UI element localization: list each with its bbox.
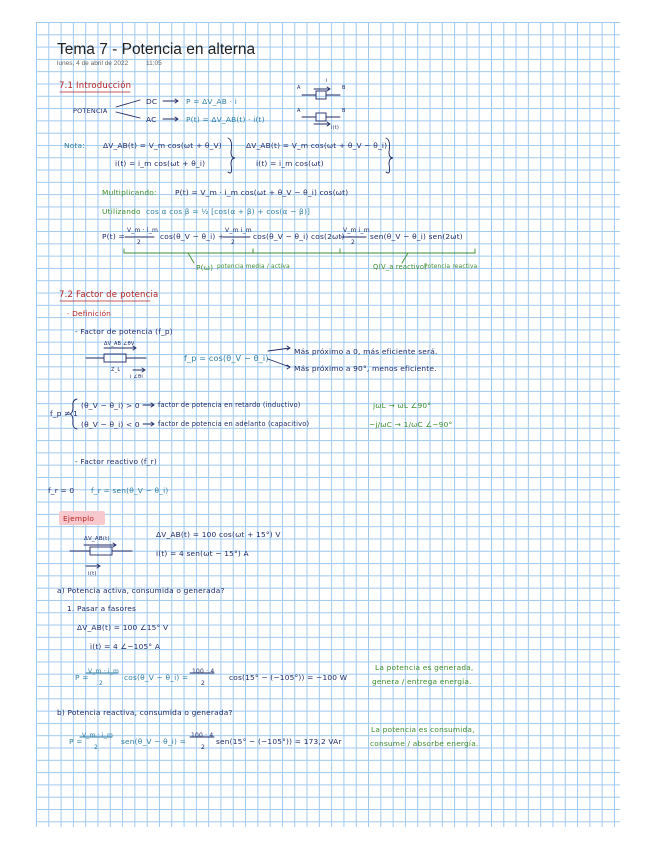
pt-frac1-num: V_m · i_m — [127, 227, 158, 234]
middle-underline — [253, 249, 340, 253]
q-underline-brace — [340, 249, 475, 253]
pb-frac-num: V_m · i_m — [82, 732, 113, 739]
arrow-dc — [163, 99, 178, 103]
p-underline-pointer — [188, 253, 194, 263]
question-b: b) Potencia reactiva, consumida o generada? — [57, 708, 233, 717]
pt-q-text: Potencia reactiva — [424, 264, 478, 270]
section-7-1-heading: 7.1 Introducción — [59, 81, 132, 91]
fp-circuit-i: i ∠θi — [130, 374, 143, 380]
nota-brace-left — [228, 138, 235, 173]
pb-frac-den: 2 — [94, 744, 99, 751]
case2-text: factor de potencia en adelanto (capacitivo) — [158, 420, 310, 428]
definicion-label: · Definición — [67, 309, 112, 318]
circuit-b2-label: B — [342, 108, 346, 114]
pa-lhs: P = — [75, 673, 89, 682]
phasor-i: i(t) = 4 ∠−105° A — [90, 642, 161, 651]
pt-lhs: P(t) = — [102, 232, 125, 241]
fp-circuit-i-arrow — [133, 368, 145, 372]
pb-note-1: La potencia es consumida, — [371, 725, 475, 734]
fp-arrow-1 — [268, 346, 290, 351]
fp-formula: f_p = cos(θ_V − θ_i) — [184, 354, 269, 363]
pt-frac3-num: V_m i_m — [343, 227, 370, 234]
nota-left-1: ΔV_AB(t) = V_m cos(ωt + θ_V) — [103, 141, 222, 150]
case1-arrow — [143, 403, 154, 407]
branch-arrow-dc — [116, 100, 140, 107]
page-date: lunes, 4 de abril de 2022 — [57, 60, 129, 67]
capacitive-note: −j/ωC → 1/ωC ∠−90° — [369, 420, 453, 429]
nota-right-2: i(t) = i_m cos(ωt) — [256, 159, 324, 168]
circuit-it-label: i(t) — [331, 125, 340, 131]
pb-lhs: P = — [69, 737, 83, 746]
pa-frac2-num: 100 · 4 — [192, 668, 215, 675]
nota-right-1: ΔV_AB(t) = V_m cos(ωt + θ_V − θ_i) — [246, 141, 388, 150]
fp-circuit-resistor — [104, 354, 126, 362]
ejemplo-circuit-dv: ΔV_AB(t) — [84, 536, 110, 542]
nota-label: Nota: — [64, 141, 85, 150]
circuit-2-arrow — [314, 122, 330, 126]
arrow-ac — [163, 117, 178, 121]
circuit-b-label: B — [342, 85, 346, 91]
pt-frac3-den: 2 — [351, 239, 356, 246]
fp-circuit-dv: ΔV_AB ∠θV — [104, 341, 135, 347]
case2-arrow — [143, 422, 154, 426]
pa-result: cos(15° − (−105°)) = −100 W — [229, 673, 348, 682]
nota-brace-right — [386, 138, 393, 173]
pb-mid: sen(θ_V − θ_i) = — [121, 737, 187, 746]
fp-circuit-z: Z_L — [111, 367, 121, 373]
utilizando-label: Utilizando — [102, 207, 141, 216]
potencia-label: POTENCIA — [73, 107, 108, 115]
nota-left-2: i(t) = i_m cos(ωt + θ_i) — [115, 159, 206, 168]
inductive-note: jωL → ωL ∠90° — [373, 401, 432, 410]
ejemplo-label: Ejemplo — [63, 514, 95, 523]
page-title: Tema 7 - Potencia en alterna — [57, 41, 256, 58]
pt-term2: cos(θ_V − θ_i) cos(2ωt) − — [253, 232, 354, 241]
pt-q-label: Q(V_a reactivo) — [373, 263, 427, 271]
ejemplo-voltage: ΔV_AB(t) = 100 cos(ωt + 15°) V — [156, 530, 281, 539]
pb-result: sen(15° − (−105°)) = 173,2 VAr — [216, 737, 342, 746]
fp-note-1: Más próximo a 0, más eficiente será. — [294, 347, 438, 356]
pt-p-text: potencia media / activa — [217, 264, 290, 270]
ejemplo-circuit-i-arrow — [86, 564, 100, 568]
fp-title: - Factor de potencia (f_p) — [75, 327, 173, 336]
step-1: 1. Pasar a fasores — [67, 604, 137, 613]
fp-arrow-2 — [268, 359, 290, 369]
pt-term1: cos(θ_V − θ_i) + — [160, 232, 225, 241]
circuit-i-label: i — [326, 78, 328, 84]
q-underline-pointer — [402, 253, 408, 263]
circuit-1-arrow — [314, 87, 330, 91]
case2-cond: (θ_V − θ_i) < 0 — [81, 420, 140, 429]
circuit-1-resistor — [316, 91, 326, 99]
circuit-a2-label: A — [297, 108, 301, 114]
ac-label: AC — [146, 115, 157, 124]
branch-arrow-ac — [116, 112, 140, 118]
case1-cond: (θ_V − θ_i) > 0 — [81, 401, 140, 410]
ejemplo-current: i(t) = 4 sen(ωt − 15°) A — [156, 549, 249, 558]
multiplicando-label: Multiplicando: — [102, 188, 157, 197]
p-underline-brace — [124, 249, 253, 253]
pt-frac2-den: 2 — [231, 239, 236, 246]
page-time: 11:05 — [146, 60, 162, 67]
section-7-2-heading: 7.2 Factor de potencia — [59, 290, 159, 300]
fp-cases-brace — [70, 399, 77, 429]
question-a: a) Potencia activa, consumida o generada? — [57, 586, 225, 595]
pt-term3: sen(θ_V − θ_i) sen(2ωt) — [370, 232, 463, 241]
pt-frac1-den: 2 — [137, 239, 142, 246]
circuit-2-resistor — [316, 113, 326, 121]
fp-circuit-arrow — [104, 346, 136, 350]
fp-note-2: Más próximo a 90°, menos eficiente. — [294, 364, 437, 373]
phasor-v: ΔV_AB(t) = 100 ∠15° V — [77, 623, 169, 632]
pa-frac-den: 2 — [99, 680, 104, 687]
ejemplo-circuit-i: i(t) — [88, 571, 97, 577]
pt-frac2-num: V_m i_m — [225, 227, 252, 234]
teal-fraction-bars — [80, 673, 118, 737]
pa-frac2-den: 2 — [201, 680, 206, 687]
dc-formula: P = ΔV_AB · i — [186, 97, 237, 106]
pb-note-2: consume / absorbe energía. — [370, 739, 479, 748]
circuit-a-label: A — [297, 85, 301, 91]
fr-formula: f_r = sen(θ_V − θ_i) — [91, 486, 169, 495]
fr-zero: f_r = 0 — [48, 486, 75, 495]
pa-mid: cos(θ_V − θ_i) = — [124, 673, 189, 682]
ejemplo-circuit-resistor — [90, 547, 112, 555]
pb-frac2-num: 100 · 4 — [191, 732, 214, 739]
ac-formula: P(t) = ΔV_AB(t) · i(t) — [186, 115, 265, 124]
fp-neq-1: f_p ≠ 1 — [50, 409, 78, 418]
dc-label: DC — [146, 97, 158, 106]
ejemplo-circuit-arrow — [84, 543, 116, 547]
example-fraction-bars — [190, 673, 214, 737]
case1-text: factor de potencia en retardo (inductivo) — [158, 401, 301, 409]
pb-frac2-den: 2 — [201, 744, 206, 751]
fr-title: - Factor reactivo (f_r) — [75, 457, 157, 466]
pa-note-1: La potencia es generada, — [375, 663, 474, 672]
pa-frac-num: V_m · i_m — [88, 668, 119, 675]
utilizando-formula: cos α cos β = ½ [cos(α + β) + cos(α − β)] — [146, 207, 311, 216]
multiplicando-formula: P(t) = V_m · i_m cos(ωt + θ_V − θ_i) cos(ωt) — [175, 188, 349, 197]
pt-p-label: P(ω) — [196, 263, 214, 272]
pa-note-2: genera / entrega energía. — [372, 677, 472, 686]
